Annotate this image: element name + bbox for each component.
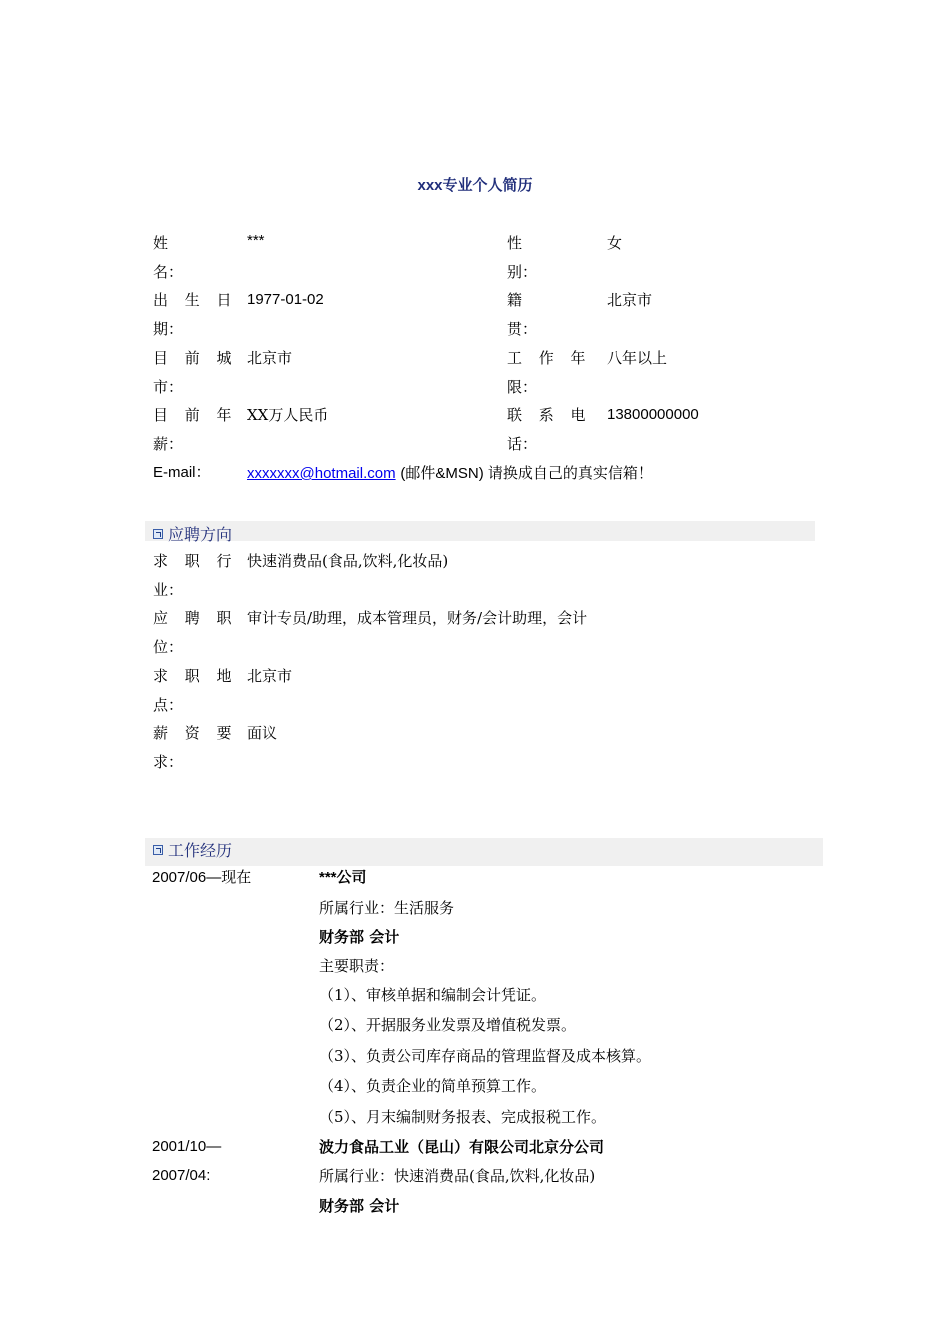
- location-label-1: 求 职 地: [153, 667, 232, 685]
- email-label: E-mail：: [153, 464, 211, 481]
- duty-item: （3）、负责公司库存商品的管理监督及成本核算。: [319, 1047, 652, 1065]
- phone-label-2: 话：: [507, 435, 538, 453]
- years-value: 八年以上: [607, 349, 668, 367]
- birth-label-2: 期：: [153, 320, 184, 338]
- work-section-bar: [145, 838, 823, 866]
- duty-item: （2）、开据服务业发票及增值税发票。: [319, 1016, 577, 1034]
- intent-heading: [153, 522, 232, 545]
- position-value: 审计专员/助理，成本管理员，财务/会计助理，会计: [247, 609, 588, 627]
- location-label-2: 点：: [153, 696, 184, 714]
- name-label-1: 姓: [153, 234, 169, 252]
- phone-label-1: 联 系 电: [507, 406, 586, 424]
- job-industry: 所属行业：快速消费品(食品,饮料,化妆品): [319, 1167, 596, 1185]
- origin-label-2: 贯：: [507, 320, 538, 338]
- salary-req-label-2: 求：: [153, 753, 184, 771]
- city-label-2: 市：: [153, 378, 184, 396]
- gender-label-2: 别：: [507, 263, 538, 281]
- job-company: ***公司: [319, 869, 367, 886]
- phone-value: 13800000000: [607, 406, 699, 423]
- job-dept: 财务部 会计: [319, 1197, 400, 1215]
- job-dept: 财务部 会计: [319, 928, 400, 946]
- name-value: ***: [247, 232, 265, 249]
- birth-value: 1977-01-02: [247, 291, 324, 308]
- job-industry: 所属行业：生活服务: [319, 899, 455, 917]
- work-heading-text: 工作经历: [168, 841, 233, 860]
- city-label-1: 目 前 城: [153, 349, 232, 367]
- duty-item: （1）、审核单据和编制会计凭证。: [319, 986, 547, 1004]
- position-label-2: 位：: [153, 638, 184, 656]
- work-heading: [153, 838, 232, 861]
- name-label-2: 名：: [153, 263, 184, 281]
- job-company: 波力食品工业（昆山）有限公司北京分公司: [319, 1138, 605, 1156]
- section-arrow-icon: [153, 529, 163, 539]
- email-note: (邮件&MSN) 请换成自己的真实信箱！: [400, 465, 653, 482]
- page-title: xxx专业个人简历: [417, 177, 533, 194]
- duty-item: （4）、负责企业的简单预算工作。: [319, 1077, 547, 1095]
- salary-value: XX万人民币: [247, 406, 329, 424]
- job-period-end: 2007/04:: [152, 1167, 211, 1184]
- origin-label-1: 籍: [507, 291, 523, 309]
- salary-label-1: 目 前 年: [153, 406, 232, 424]
- position-label-1: 应 聘 职: [153, 609, 232, 627]
- industry-value: 快速消费品(食品,饮料,化妆品): [247, 552, 449, 570]
- gender-label-1: 性: [507, 234, 523, 252]
- duty-item: （5）、月末编制财务报表、完成报税工作。: [319, 1108, 607, 1126]
- industry-label-1: 求 职 行: [153, 552, 232, 570]
- salary-req-label-1: 薪 资 要: [153, 724, 232, 742]
- job-period-start: 2001/10—: [152, 1138, 222, 1155]
- location-value: 北京市: [247, 667, 293, 685]
- section-arrow-icon: [153, 845, 163, 855]
- job-period: 2007/06—现在: [152, 869, 252, 886]
- intent-section-bar: [145, 521, 815, 541]
- birth-label-1: 出 生 日: [153, 291, 232, 309]
- years-label-1: 工 作 年: [507, 349, 586, 367]
- intent-heading-text: 应聘方向: [168, 525, 233, 544]
- years-label-2: 限：: [507, 378, 538, 396]
- origin-value: 北京市: [607, 291, 653, 309]
- industry-label-2: 业：: [153, 581, 184, 599]
- city-value: 北京市: [247, 349, 293, 367]
- duties-title: 主要职责：: [319, 957, 395, 975]
- email-link[interactable]: xxxxxxx@hotmail.com: [247, 465, 396, 482]
- salary-label-2: 薪：: [153, 435, 184, 453]
- gender-value: 女: [607, 234, 623, 252]
- salary-req-value: 面议: [247, 724, 278, 742]
